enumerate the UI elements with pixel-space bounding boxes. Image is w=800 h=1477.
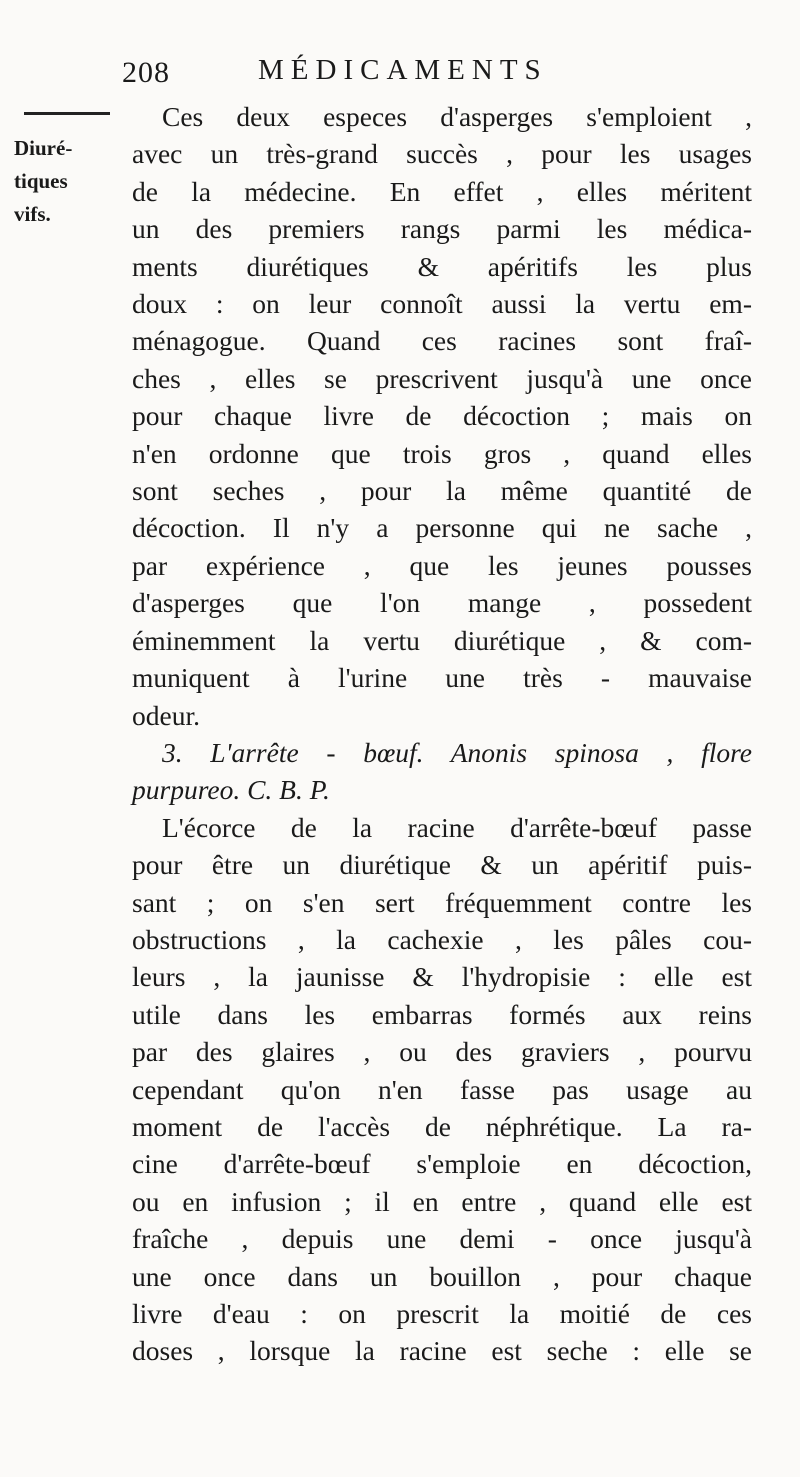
text-line: avec un très-grand succès , pour les usages xyxy=(132,138,752,170)
text-line: moment de l'accès de néphrétique. La ra- xyxy=(132,1110,752,1142)
text-line: cine d'arrête-bœuf s'emploie en décoction, xyxy=(132,1148,752,1180)
text-line: pour être un diurétique & un apéritif puis- xyxy=(132,849,752,881)
paragraph-2 xyxy=(132,809,752,1370)
page-number: 208 xyxy=(122,56,170,89)
text-line: par des glaires , ou des graviers , pourvu xyxy=(132,1036,752,1068)
text-line: d'asperges que l'on mange , possedent xyxy=(132,587,752,619)
text-line: sont seches , pour la même quantité de xyxy=(132,475,752,507)
text-line: décoction. Il n'y a personne qui ne sache , xyxy=(132,512,752,544)
text-line: par expérience , que les jeunes pousses xyxy=(132,549,752,581)
text-line: Ces deux especes d'asperges s'emploient , xyxy=(162,101,752,132)
text-line: utile dans les embarras formés aux reins xyxy=(132,998,752,1030)
heading-line: purpureo. C. B. P. xyxy=(132,774,330,806)
text-line: doux : on leur connoît aussi la vertu em- xyxy=(132,288,752,320)
margin-note-line: Diuré- xyxy=(14,136,73,160)
margin-note-line: tiques xyxy=(14,169,68,193)
text-line: leurs , la jaunisse & l'hydropisie : elle est xyxy=(132,961,752,993)
text-line: muniquent à l'urine une très - mauvaise xyxy=(132,662,752,694)
text-line: sant ; on s'en sert fréquemment contre les xyxy=(132,886,752,918)
margin-note-line: vifs. xyxy=(14,202,51,226)
text-line: obstructions , la cachexie , les pâles cou- xyxy=(132,923,752,955)
text-line: doses , lorsque la racine est seche : elle se xyxy=(132,1335,752,1367)
page-body xyxy=(132,98,752,1370)
text-line: L'écorce de la racine d'arrête-bœuf passe xyxy=(162,811,752,843)
text-line: de la médecine. En effet , elles méritent xyxy=(132,175,752,207)
margin-rule xyxy=(24,112,110,115)
heading-line: 3. L'arrête - bœuf. Anonis spinosa , flore xyxy=(162,736,752,768)
text-line: livre d'eau : on prescrit la moitié de ces xyxy=(132,1298,752,1329)
text-line: ches , elles se prescrivent jusqu'à une once xyxy=(132,362,752,394)
paragraph-1 xyxy=(132,98,752,734)
text-line: pour chaque livre de décoction ; mais on xyxy=(132,400,752,432)
text-line: ménagogue. Quand ces racines sont fraî- xyxy=(132,325,752,357)
text-line: n'en ordonne que trois gros , quand elles xyxy=(132,437,752,469)
text-line: ou en infusion ; il en entre , quand elle est xyxy=(132,1185,752,1217)
section-heading xyxy=(132,734,752,809)
margin-note xyxy=(14,132,114,231)
text-line: fraîche , depuis une demi - once jusqu'à xyxy=(132,1223,752,1255)
text-line: odeur. xyxy=(132,699,200,731)
text-line: une once dans un bouillon , pour chaque xyxy=(132,1260,752,1292)
text-line: cependant qu'on n'en fasse pas usage au xyxy=(132,1073,752,1105)
text-line: ments diurétiques & apéritifs les plus xyxy=(132,250,752,282)
running-title: MÉDICAMENTS xyxy=(258,54,548,86)
page-header xyxy=(122,48,742,94)
text-line: un des premiers rangs parmi les médica- xyxy=(132,213,752,245)
text-line: éminemment la vertu diurétique , & com- xyxy=(132,624,752,656)
